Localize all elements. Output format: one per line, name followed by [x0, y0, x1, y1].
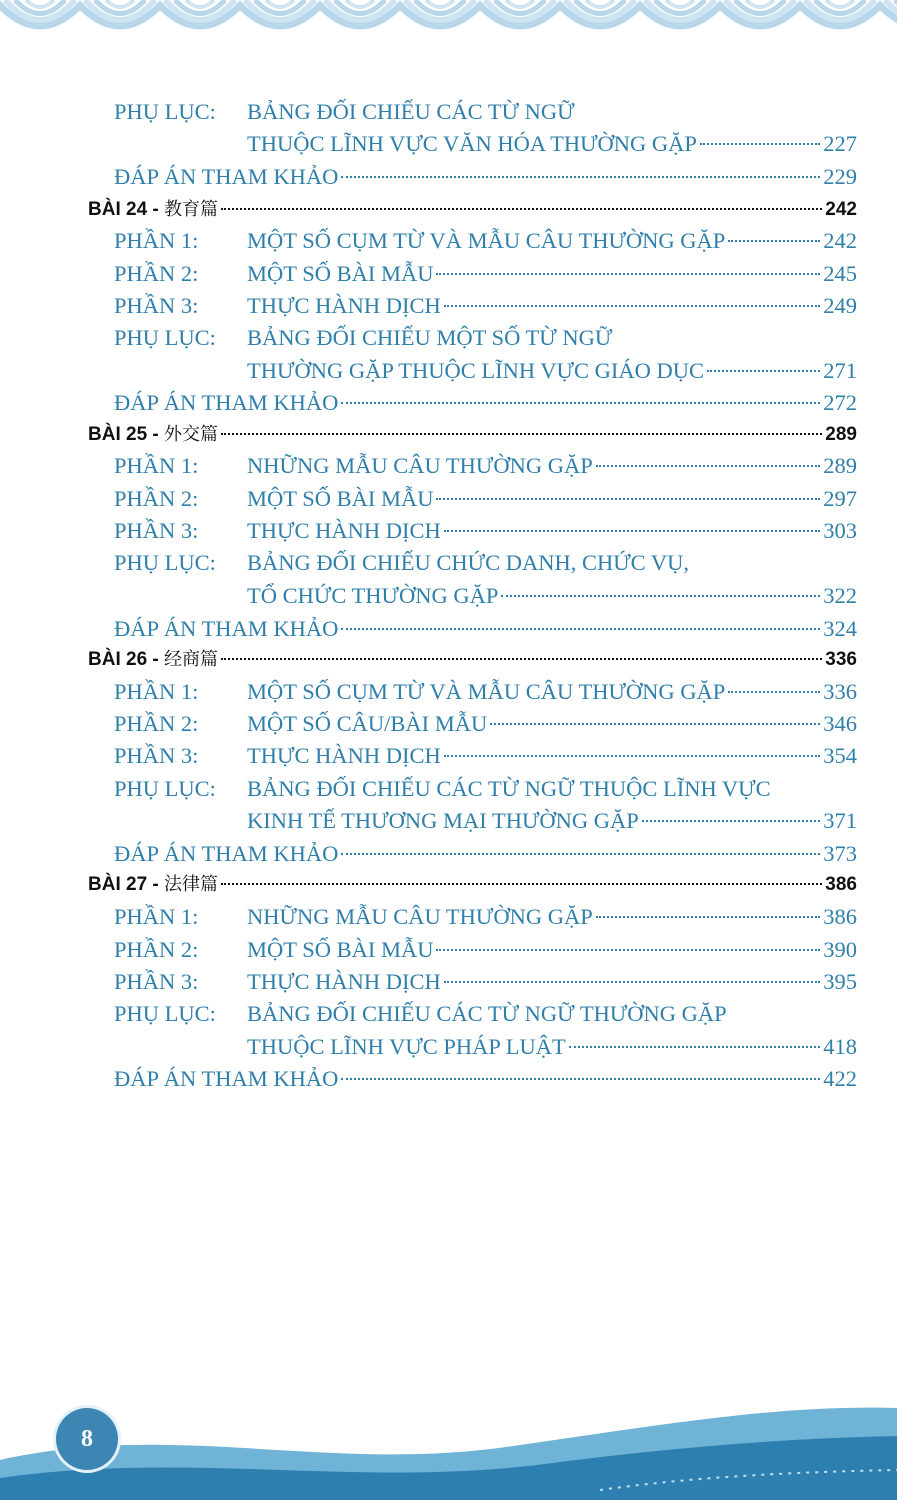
entry-line [247, 901, 857, 933]
entry-line [247, 708, 857, 740]
entry-title: NHỮNG MẪU CÂU THƯỜNG GẶP [247, 904, 593, 929]
dot-leader [221, 883, 822, 885]
toc-row [0, 96, 897, 128]
toc-row [0, 387, 897, 419]
toc-row [0, 258, 897, 290]
lesson-line [88, 194, 857, 226]
entry-line [247, 225, 857, 257]
dot-leader [221, 208, 822, 210]
entry-line [247, 547, 857, 579]
section-label: PHẦN 1: [114, 453, 199, 478]
page-number: 386 [823, 904, 857, 929]
dot-leader [700, 143, 820, 145]
entry-title: THUỘC LĨNH VỰC VĂN HÓA THƯỜNG GẶP [247, 131, 697, 156]
dot-leader [341, 628, 820, 630]
entry-title: BẢNG ĐỐI CHIẾU MỘT SỐ TỪ NGỮ [247, 325, 613, 350]
lesson-heading [0, 869, 897, 901]
lesson-chinese-title: 教育篇 [164, 199, 219, 220]
section-label: PHẦN 3: [114, 969, 199, 994]
page-number: 249 [823, 293, 857, 318]
entry-title: ĐÁP ÁN THAM KHẢO [114, 616, 339, 641]
entry-title: THỰC HÀNH DỊCH [247, 293, 441, 318]
page-number-badge: 8 [56, 1408, 118, 1470]
lesson-heading [0, 419, 897, 451]
lesson-line [88, 644, 857, 676]
entry-title: BẢNG ĐỐI CHIẾU CÁC TỪ NGỮ THUỘC LĨNH VỰC [247, 776, 771, 801]
lesson-chinese-title: 法律篇 [164, 874, 219, 895]
entry-line [247, 805, 857, 837]
lesson-separator: - [147, 424, 165, 445]
toc-row [0, 708, 897, 740]
entry-title: ĐÁP ÁN THAM KHẢO [114, 390, 339, 415]
entry-line [247, 322, 857, 354]
toc-row [0, 676, 897, 708]
page-number: 242 [825, 199, 857, 220]
page-number: 346 [823, 711, 857, 736]
dot-leader [444, 755, 821, 757]
page-number: 303 [823, 518, 857, 543]
toc-row [0, 740, 897, 772]
lesson-number: BÀI 26 [88, 649, 148, 670]
page-number: 324 [823, 616, 857, 641]
section-label: PHỤ LỤC: [114, 99, 216, 124]
entry-line [114, 838, 857, 870]
entry-title: MỘT SỐ CỤM TỪ VÀ MẪU CÂU THƯỜNG GẶP [247, 679, 726, 704]
section-label: PHỤ LỤC: [114, 1001, 216, 1026]
lesson-separator: - [147, 874, 165, 895]
entry-line [114, 387, 857, 419]
toc-row [0, 225, 897, 257]
dot-leader [341, 1078, 820, 1080]
entry-line [247, 515, 857, 547]
dot-leader [444, 530, 821, 532]
toc-row [0, 1063, 897, 1095]
entry-title: MỘT SỐ BÀI MẪU [247, 486, 434, 511]
lesson-heading [0, 194, 897, 226]
page-number: 271 [823, 358, 857, 383]
dot-leader [642, 820, 820, 822]
dot-leader [444, 305, 821, 307]
page-number: 386 [825, 874, 857, 895]
dot-leader [501, 595, 820, 597]
toc-row [0, 161, 897, 193]
dot-leader [490, 723, 820, 725]
toc-row [0, 773, 897, 805]
page-number: 227 [823, 131, 857, 156]
section-label: PHẦN 2: [114, 486, 199, 511]
entry-line [247, 580, 857, 612]
entry-title: THỰC HÀNH DỊCH [247, 518, 441, 543]
dot-leader [436, 949, 820, 951]
page-number: 336 [823, 679, 857, 704]
toc-row [0, 613, 897, 645]
toc-row [0, 901, 897, 933]
page-number: 297 [823, 486, 857, 511]
entry-line [247, 740, 857, 772]
entry-line [114, 613, 857, 645]
page-number: 289 [825, 424, 857, 445]
lesson-separator: - [147, 199, 165, 220]
dot-leader [596, 916, 820, 918]
entry-title: BẢNG ĐỐI CHIẾU CÁC TỪ NGỮ [247, 99, 575, 124]
toc-row [0, 580, 897, 612]
toc-row [0, 998, 897, 1030]
lesson-chinese-title: 外交篇 [164, 424, 219, 445]
entry-line [247, 355, 857, 387]
entry-line [247, 258, 857, 290]
page-number: 245 [823, 261, 857, 286]
page-number: 336 [825, 649, 857, 670]
lesson-number: BÀI 24 [88, 199, 148, 220]
lesson-heading [0, 644, 897, 676]
entry-title: NHỮNG MẪU CÂU THƯỜNG GẶP [247, 453, 593, 478]
section-label: PHỤ LỤC: [114, 325, 216, 350]
entry-title: KINH TẾ THƯƠNG MẠI THƯỜNG GẶP [247, 808, 639, 833]
page-number: 322 [823, 583, 857, 608]
entry-title: MỘT SỐ BÀI MẪU [247, 937, 434, 962]
dot-leader [444, 981, 821, 983]
section-label: PHỤ LỤC: [114, 550, 216, 575]
page-number: 371 [823, 808, 857, 833]
lesson-line [88, 419, 857, 451]
entry-title: THUỘC LĨNH VỰC PHÁP LUẬT [247, 1034, 566, 1059]
page-number: 422 [823, 1066, 857, 1091]
dot-leader [596, 465, 820, 467]
lesson-separator: - [147, 649, 165, 670]
dot-leader [221, 433, 822, 435]
entry-title: ĐÁP ÁN THAM KHẢO [114, 841, 339, 866]
section-label: PHẦN 3: [114, 518, 199, 543]
entry-title: THỰC HÀNH DỊCH [247, 743, 441, 768]
lesson-title [88, 419, 218, 451]
toc-row [0, 450, 897, 482]
entry-line [247, 998, 857, 1030]
dot-leader [728, 240, 820, 242]
entry-line [114, 1063, 857, 1095]
entry-title: ĐÁP ÁN THAM KHẢO [114, 164, 339, 189]
entry-title: BẢNG ĐỐI CHIẾU CÁC TỪ NGỮ THƯỜNG GẶP [247, 1001, 727, 1026]
page-number: 289 [823, 453, 857, 478]
section-label: PHẦN 1: [114, 679, 199, 704]
entry-line [247, 128, 857, 160]
section-label: PHẦN 1: [114, 228, 199, 253]
lesson-number: BÀI 27 [88, 874, 148, 895]
top-scallop-border [0, 0, 897, 62]
entry-line [247, 934, 857, 966]
section-label: PHẦN 3: [114, 293, 199, 318]
toc-row [0, 322, 897, 354]
section-label: PHẦN 1: [114, 904, 199, 929]
entry-title: ĐÁP ÁN THAM KHẢO [114, 1066, 339, 1091]
dot-leader [341, 176, 820, 178]
dot-leader [436, 273, 820, 275]
toc-row [0, 805, 897, 837]
entry-title: THỰC HÀNH DỊCH [247, 969, 441, 994]
toc-row [0, 290, 897, 322]
dot-leader [436, 498, 820, 500]
entry-title: MỘT SỐ CÂU/BÀI MẪU [247, 711, 488, 736]
toc-row [0, 355, 897, 387]
page-number: 354 [823, 743, 857, 768]
toc-row [0, 934, 897, 966]
entry-line [247, 96, 857, 128]
entry-line [247, 966, 857, 998]
lesson-title [88, 194, 218, 226]
entry-title: TỔ CHỨC THƯỜNG GẶP [247, 583, 499, 608]
section-label: PHẦN 2: [114, 711, 199, 736]
toc-row [0, 1031, 897, 1063]
lesson-number: BÀI 25 [88, 424, 148, 445]
dot-leader [728, 691, 820, 693]
toc-row [0, 547, 897, 579]
page-number: 272 [823, 390, 857, 415]
entry-line [114, 161, 857, 193]
page-number: 418 [823, 1034, 857, 1059]
page-number: 373 [823, 841, 857, 866]
toc-row [0, 483, 897, 515]
lesson-title [88, 644, 218, 676]
section-label: PHỤ LỤC: [114, 776, 216, 801]
section-label: PHẦN 3: [114, 743, 199, 768]
section-label: PHẦN 2: [114, 937, 199, 962]
entry-line [247, 676, 857, 708]
toc-row [0, 966, 897, 998]
entry-line [247, 290, 857, 322]
lesson-line [88, 869, 857, 901]
entry-title: MỘT SỐ BÀI MẪU [247, 261, 434, 286]
dot-leader [341, 853, 820, 855]
dot-leader [569, 1046, 821, 1048]
entry-title: MỘT SỐ CỤM TỪ VÀ MẪU CÂU THƯỜNG GẶP [247, 228, 726, 253]
page-number: 390 [823, 937, 857, 962]
toc-row [0, 515, 897, 547]
page-number: 242 [823, 228, 857, 253]
toc-row [0, 128, 897, 160]
section-label: PHẦN 2: [114, 261, 199, 286]
dot-leader [707, 370, 820, 372]
toc-row [0, 838, 897, 870]
entry-title: THƯỜNG GẶP THUỘC LĨNH VỰC GIÁO DỤC [247, 358, 704, 383]
entry-line [247, 1031, 857, 1063]
page-number: 395 [823, 969, 857, 994]
entry-line [247, 450, 857, 482]
lesson-title [88, 869, 218, 901]
dot-leader [221, 658, 822, 660]
dot-leader [341, 402, 820, 404]
entry-title: BẢNG ĐỐI CHIẾU CHỨC DANH, CHỨC VỤ, [247, 550, 690, 575]
bottom-wave-decoration [0, 1380, 897, 1500]
entry-line [247, 483, 857, 515]
page-number: 229 [823, 164, 857, 189]
entry-line [247, 773, 857, 805]
lesson-chinese-title: 经商篇 [164, 649, 219, 670]
